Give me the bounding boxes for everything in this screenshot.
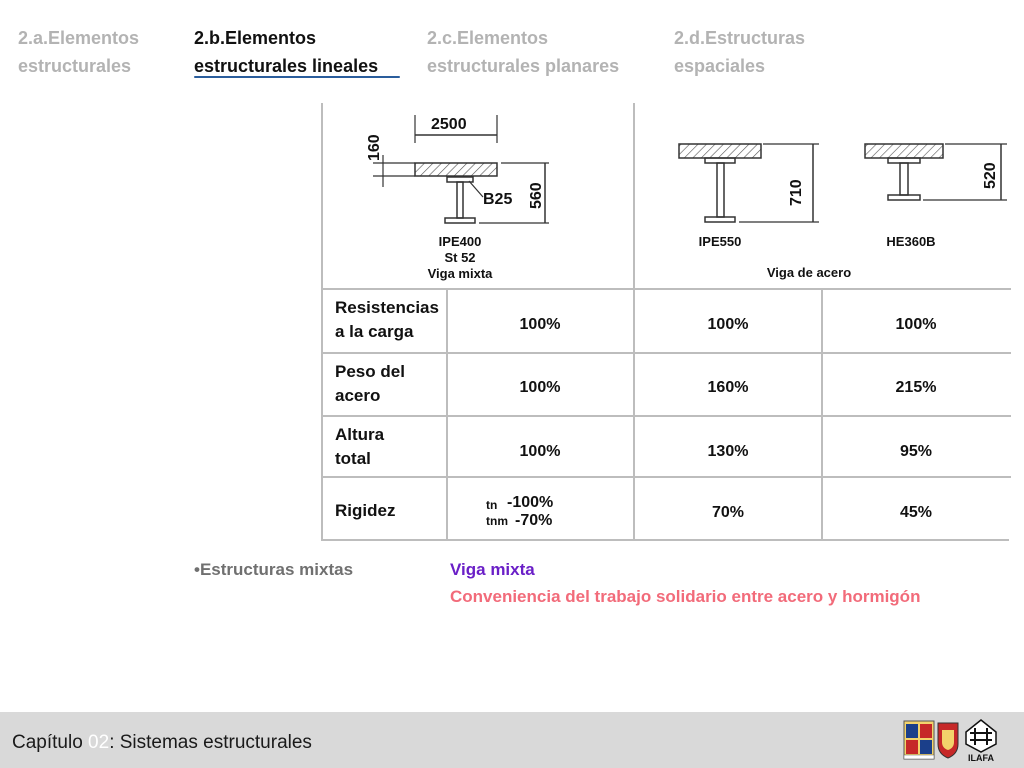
cell-peso-ipe550: 160% <box>707 379 749 396</box>
dim-520-label: 520 <box>982 162 999 189</box>
cell-resistencia-ipe550: 100% <box>707 316 749 333</box>
steel-beam-he360b <box>865 144 1007 249</box>
tab-label-line2: estructurales planares <box>427 56 620 76</box>
cell-rigidez-ipe550: 70% <box>711 504 745 521</box>
cell-altura-he360b: 95% <box>899 443 933 460</box>
tab-label-line2: estructurales lineales <box>194 56 379 76</box>
cell-resistencia-he360b: 100% <box>895 316 937 333</box>
mixed-steel-label: St 52 <box>444 250 476 265</box>
cell-resistencia-mixta: 100% <box>519 316 561 333</box>
row-label-peso-1: Peso del <box>335 362 405 381</box>
beam-comparison-figure <box>321 103 1009 541</box>
web <box>457 182 463 218</box>
tab-label-line1: 2.c.Elementos <box>427 28 549 48</box>
dim-flange-label: 160 <box>366 134 383 161</box>
tab-label-line1: 2.b.Elementos <box>194 28 317 48</box>
tab-elementos-estructurales[interactable] <box>18 24 139 80</box>
tab-estructuras-espaciales[interactable] <box>674 24 805 80</box>
concrete-slab <box>415 163 497 176</box>
composite-beam-section <box>366 115 549 281</box>
concrete-grade-label: B25 <box>483 191 513 208</box>
ilafa-logo-text: ILAFA <box>968 753 994 762</box>
mixed-profile-label: IPE400 <box>438 234 482 249</box>
steel-caption-label: Viga de acero <box>766 265 852 280</box>
dim-710-label: 710 <box>788 179 805 206</box>
active-tab-underline <box>194 76 400 78</box>
dim-width-label: 2500 <box>431 116 467 133</box>
tab-label-line1: 2.a.Elementos <box>18 28 140 48</box>
row-label-resistencia-2: a la carga <box>335 322 414 341</box>
row-label-resistencia-1: Resistencias <box>335 298 439 317</box>
chapter-prefix: Capítulo <box>12 732 89 753</box>
tab-label-line1: 2.d.Estructuras <box>674 28 806 48</box>
tab-elementos-lineales[interactable] <box>194 24 378 80</box>
mixed-caption-label: Viga mixta <box>427 266 493 281</box>
shield-icon <box>936 720 960 760</box>
beam-comparison-drawing <box>323 103 1011 541</box>
university-crest-icon <box>903 720 935 760</box>
dim-height-label: 560 <box>528 182 545 209</box>
tab-elementos-planares[interactable] <box>427 24 619 80</box>
row-label-altura-2: total <box>335 449 371 468</box>
cell-rigidez-unit-tn: tn <box>486 498 498 512</box>
chapter-suffix: : Sistemas estructurales <box>109 732 312 753</box>
chapter-number: 02 <box>88 732 110 753</box>
bullet-estructuras-mixtas: •Estructuras mixtas <box>194 560 354 579</box>
ilafa-logo <box>962 718 1000 762</box>
bottom-flange <box>445 218 475 223</box>
note-subtitle: Conveniencia del trabajo solidario entre acero y hormigón <box>450 587 921 606</box>
note-title: Viga mixta <box>450 560 535 579</box>
cell-peso-he360b: 215% <box>895 379 937 396</box>
cell-rigidez-unit-tnm: tnm <box>486 514 508 528</box>
row-label-altura-1: Altura <box>335 425 385 444</box>
row-label-rigidez: Rigidez <box>335 501 396 520</box>
cell-peso-mixta: 100% <box>519 379 561 396</box>
cell-altura-ipe550: 130% <box>707 443 749 460</box>
chapter-title <box>12 732 312 754</box>
cell-altura-mixta: 100% <box>519 443 561 460</box>
cell-rigidez-tnm-value: -70% <box>515 512 553 529</box>
tab-label-line2: espaciales <box>674 56 766 76</box>
footer-bar <box>0 712 1024 768</box>
steel2-profile-label: HE360B <box>886 234 936 249</box>
steel-beam-ipe550 <box>679 144 819 249</box>
cell-rigidez-tn-value: -100% <box>507 494 554 511</box>
cell-rigidez-he360b: 45% <box>899 504 933 521</box>
steel1-profile-label: IPE550 <box>698 234 742 249</box>
tab-label-line2: estructurales <box>18 56 132 76</box>
row-label-peso-2: acero <box>335 386 381 405</box>
